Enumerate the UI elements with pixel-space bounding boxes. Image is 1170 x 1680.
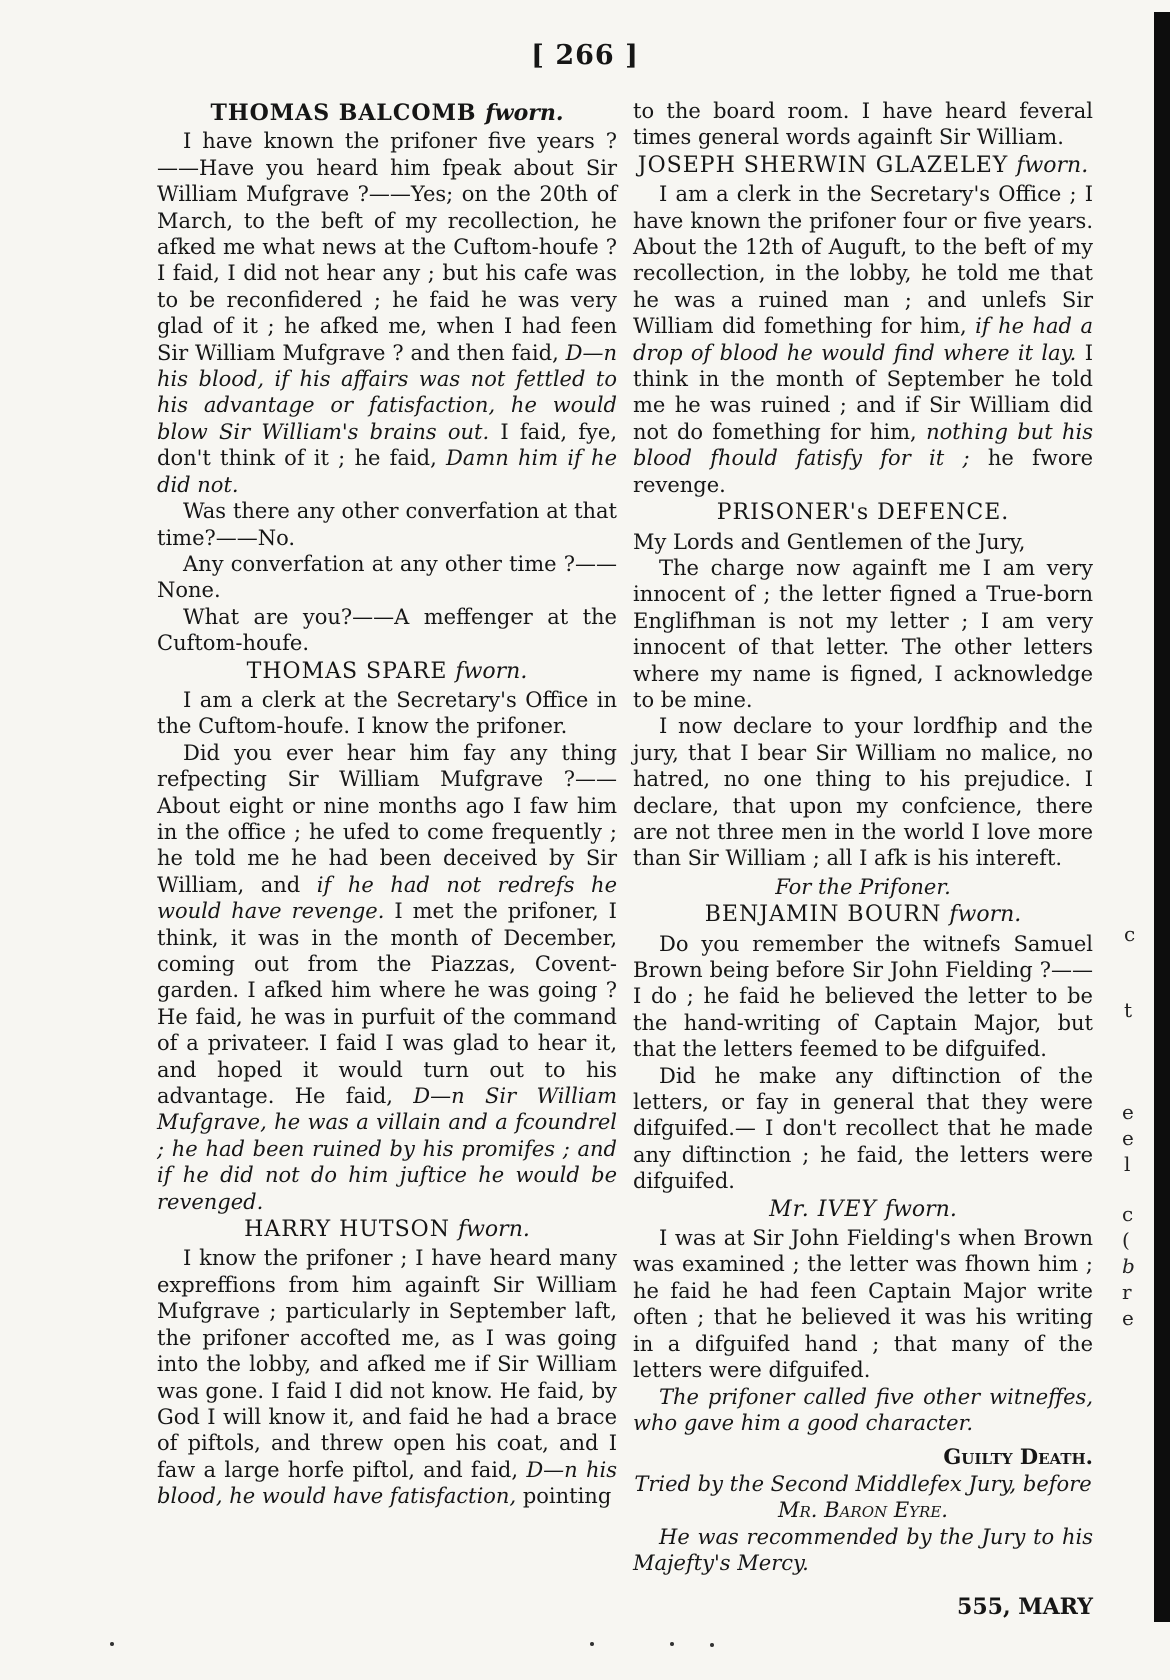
testimony-paragraph: Do you remember the witnefs Samuel Brown being before Sir John Fielding ?——I do ; he faid he believed the letter to be the hand-writing of Captain Major, but that the letters feemed to be difguifed. [633, 931, 1093, 1062]
testimony-paragraph: Any converfation at any other time ?—— None. [157, 551, 617, 603]
left-column [157, 98, 617, 1510]
witness-name: Mr. IVEY [769, 1196, 877, 1222]
sworn-label: fworn. [949, 902, 1022, 928]
sworn-label: fworn. [1016, 152, 1089, 178]
mercy-recommendation: He was recommended by the Jury to his Majefty's Mercy. [633, 1524, 1093, 1575]
quoted-threat: D—n Sir William Mufgrave, he was a villain and a fcoundrel ; he had been ruined by his promifes ; and if he did not do him juftice he would be revenged. [157, 1084, 617, 1214]
page-number: [ 266 ] [531, 40, 639, 71]
sworn-label: fworn. [485, 100, 564, 126]
scan-specks [110, 1640, 810, 1650]
witness-name: HARRY HUTSON [244, 1217, 450, 1243]
witness-heading-glazeley [633, 153, 1093, 179]
quoted-threat: if he had a drop of blood he would find where it lay. [633, 314, 1093, 365]
catchword: 555, MARY [957, 1594, 1093, 1621]
testimony-paragraph: I have known the prifoner five years ? ——Have you heard him fpeak about Sir William Mufgrave ?——Yes; on the 20th of March, to the beft of my recollection, he afked me what news at the Cuftom-houfe ? I faid, I did not hear any ; but his cafe was to be reconfidered ; he faid he was very glad of it ; he afked me, when I had feen Sir William Mufgrave ? and then faid, D—n his blood, if his affairs was not fettled to his advantage or fatisfaction, he would blow Sir William's brains out. I faid, fye, don't think of it ; he faid, Damn him if he did not. [157, 129, 617, 497]
verdict: Guilty Death. [943, 1444, 1093, 1470]
defence-paragraph: The charge now againft me I am very innocent of ; the letter figned a True-born Englifhman is not my letter ; I am very innocent of that letter. The other letters where my name is figned, I acknowledge to be mine. [633, 555, 1093, 712]
witness-heading-ivey [633, 1197, 1093, 1223]
margin-fragment: e [1122, 1126, 1134, 1150]
defence-heading: PRISONER's DEFENCE. [716, 500, 1010, 526]
testimony-paragraph: I am a clerk in the Secretary's Office ; I have known the prifoner four or five years. About the 12th of Auguft, to the beft of my recollection, in the lobby, he told me that he was a ruined man ; and unlefs Sir William did fomething for him, if he had a drop of blood he would find where it lay. I think in the month of September he told me he was ruined ; and if Sir William did not do fomething for him, nothing but his blood fhould fatisfy for it ; he fwore revenge. [633, 182, 1093, 497]
margin-fragment: e [1122, 1100, 1134, 1124]
for-prisoner-heading: For the Prifoner. [775, 874, 951, 899]
quoted-threat: D—n his blood, if his affairs was not fettled to his advantage or fatisfaction, he would blow Sir William's brains out. [157, 340, 617, 444]
witness-heading-bourn [633, 902, 1093, 928]
margin-fragment: c [1122, 1202, 1134, 1226]
quoted-threat: if he had not redrefs he would have revenge. [157, 872, 617, 924]
testimony-paragraph: What are you?——A meffenger at the Cuftom-houfe. [157, 604, 617, 656]
witness-name: BENJAMIN BOURN [704, 902, 942, 928]
tried-by-line: Tried by the Second Middlefex Jury, before [634, 1471, 1092, 1496]
witness-heading-hutson [157, 1217, 617, 1243]
witness-name: JOSEPH SHERWIN GLAZELEY [637, 152, 1009, 178]
testimony-paragraph: Did he make any diftinction of the letters, or fay in general that they were difguifed.— I don't recollect that he made any diftinction ; he faid, the letters were difguifed. [633, 1063, 1093, 1194]
margin-fragment: l [1124, 1152, 1131, 1176]
margin-fragment: b [1122, 1254, 1135, 1278]
quoted-threat: D—n his blood, he would have fatisfaction, [157, 1457, 617, 1509]
defence-paragraph: I now declare to your lordfhip and the jury, that I bear Sir William no malice, no hatred, no one thing to his prejudice. I declare, that upon my confcience, there are not three men in the world I love more than Sir William ; all I afk is his intereft. [633, 714, 1093, 871]
margin-fragment: r [1122, 1280, 1132, 1304]
character-note: The prifoner called five other witneffes, who gave him a good character. [633, 1384, 1093, 1435]
binding-edge [1154, 12, 1170, 1622]
sworn-label: fworn. [455, 658, 528, 684]
testimony-paragraph: I was at Sir John Fielding's when Brown was examined ; the letter was fhown him ; he faid he had feen Captain Major write often ; that he believed it was his writing in a difguifed hand ; that many of the letters were difguifed. [633, 1226, 1093, 1383]
witness-heading-balcomb [157, 100, 617, 126]
margin-fragment: ( [1122, 1228, 1130, 1252]
testimony-paragraph: I am a clerk at the Secretary's Office in the Cuftom-houfe. I know the prifoner. [157, 687, 617, 739]
testimony-paragraph: Did you ever hear him fay any thing refpecting Sir William Mufgrave ?——About eight or nine months ago I faw him in the office ; he ufed to come frequently ; he told me he had been deceived by Sir William, and if he had not redrefs he would have revenge. I met the prifoner, I think, it was in the month of December, coming out from the Piazzas, Covent-garden. I afked him where he was going ? He faid, he was in purfuit of the command of a privateer. I faid I was glad to hear it, and hoped it would turn out to his advantage. He faid, D—n Sir William Mufgrave, he was a villain and a fcoundrel ; he had been ruined by his promifes ; and if he did not do him juftice he would be revenged. [157, 740, 617, 1214]
testimony-continuation: to the board room. I have heard feveral times general words againft Sir William. [633, 99, 1093, 150]
testimony-paragraph: I know the prifoner ; I have heard many expreffions from him againft Sir William Mufgrave ; particularly in September laft, the prifoner accofted me, as I was going into the lobby, and afked me if Sir William was gone. I faid I did not know. He faid, by God I will know it, and faid he had a brace of piftols, and threw open his coat, and I faw a large horfe piftol, and faid, D—n his blood, he would have fatisfaction, pointing [157, 1246, 617, 1509]
sworn-label: fworn. [884, 1196, 957, 1222]
margin-fragment: e [1122, 1306, 1134, 1330]
witness-name: THOMAS BALCOMB [210, 100, 477, 126]
witness-heading-spare [157, 659, 617, 685]
judge-name: Mr. Baron Eyre. [778, 1498, 948, 1523]
defence-address: My Lords and Gentlemen of the Jury, [633, 529, 1026, 554]
margin-fragment: t [1124, 998, 1133, 1022]
sworn-label: fworn. [457, 1217, 530, 1243]
quoted-threat: nothing but his blood fhould fatisfy for it ; [633, 419, 1093, 471]
quoted-threat: Damn him if he did not. [157, 446, 617, 497]
witness-name: THOMAS SPARE [246, 658, 448, 684]
margin-fragment: c [1124, 922, 1136, 946]
testimony-paragraph: Was there any other converfation at that time?——No. [157, 499, 617, 550]
right-column [633, 98, 1093, 1621]
